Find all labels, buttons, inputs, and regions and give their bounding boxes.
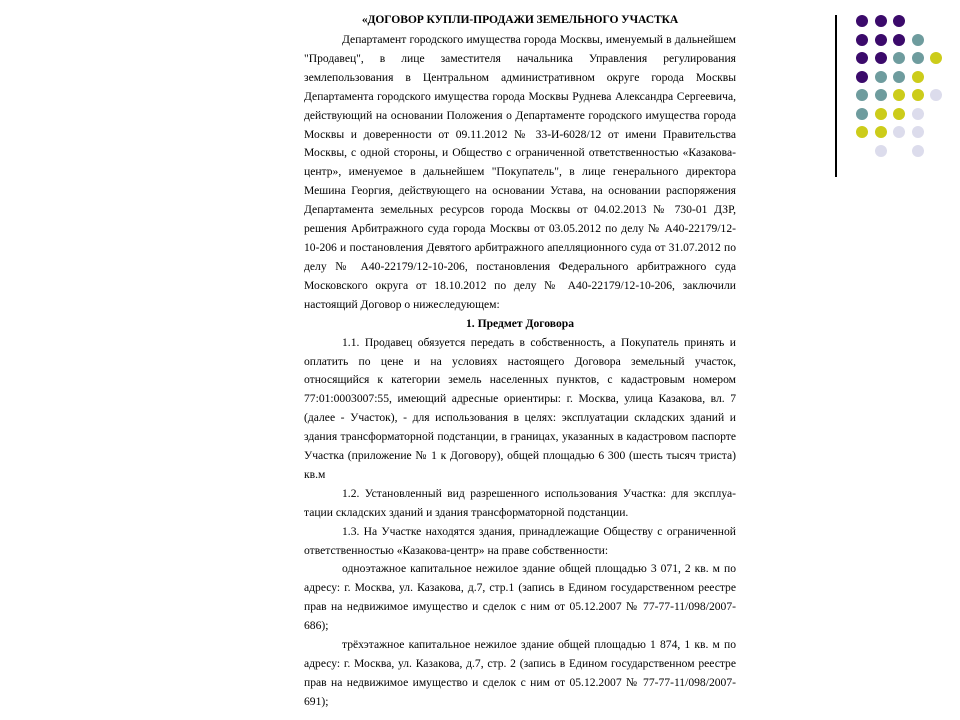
decorative-dot-purple <box>856 34 868 46</box>
decorative-dot-teal <box>856 89 868 101</box>
decorative-dot-lavender <box>912 108 924 120</box>
decorative-dot-lavender <box>875 145 887 157</box>
preamble-paragraph: Департамент городского имущества города Москвы, именуемый в дальнейшем "Продавец", в лице заместителя начальника Управления регулирования землепользования в Центральном административном округе города Москвы Департамента городского имущества города Москвы Руднева Александра Сергеевича, действующий на основании Положения о Департаменте городского имущества города Москвы и доверенности от 09.11.2012 № 33-И-6028/12 от имени Правительства Москвы, с одной стороны, и Общество с ограниченной ответственностью «Казакова-центр», именуемое в дальнейшем "Покупатель", в лице генерального директора Мешина Георгия, действующего на основании Устава, на основании распоряжения Департамента земельных ресурсов города Москвы от 04.02.2013 № 730-01 ДЗР, решения Арбитражного суда города Москвы от 03.05.2012 по делу № А40-22179/12-10-206 и постановления Девятого арбитражного апелляционного суда от 31.07.2012 по делу № А40-22179/12-10-206, постановления Федерального арбитражного суда Московского округа от 18.10.2012 по делу № А40-22179/12-10-206, заключили настоящий Договор о нижеследующем: <box>304 33 736 311</box>
decorative-dot-purple <box>875 34 887 46</box>
decorative-dot-lavender <box>912 145 924 157</box>
contract-document <box>304 11 736 712</box>
decorative-dot-teal <box>893 71 905 83</box>
decorative-dot-purple <box>856 52 868 64</box>
decorative-dot-purple <box>856 71 868 83</box>
document-title: «ДОГОВОР КУПЛИ-ПРОДАЖИ ЗЕМЕЛЬНОГО УЧАСТКА <box>361 13 679 26</box>
decorative-dot-yellow <box>875 108 887 120</box>
building-1-item: одноэтажное капитальное нежилое здание общей площадью 3 071, 2 кв. м по адресу: г. Москва, ул. Казакова, д.7, стр.1 (запись в Едином государственном реестре прав на недвижимое имущество и сделок с ним от 05.12.2007 № 77-77-11/098/2007-686); <box>304 562 736 633</box>
decorative-dot-teal <box>893 52 905 64</box>
clause-1-1: 1.1. Продавец обязуется передать в собственность, а Покупатель принять и оплатить по цене и на условиях настоящего Договора земельный участок, относящийся к категории земель населенных пунктов, с кадастровым номером 77:01:0003007:55, имеющий адресные ориентиры: г. Москва, улица Казакова, вл. 7 (далее - Участок), - для использования в целях: эксплуатации складских зданий и здания трансформаторной подстанции, в границах, указанных в кадастровом паспорте Участка (приложение № 1 к Договору), общей площадью 6 300 (шесть тысяч триста) кв.м <box>304 335 736 481</box>
clause-1-2: 1.2. Установленный вид разрешенного использования Участка: для эксплуа-тации складских зданий и здания трансформаторной подстанции. <box>304 486 736 519</box>
decorative-dot-lavender <box>893 126 905 138</box>
decorative-dot-purple <box>856 15 868 27</box>
building-2-item: трёхэтажное капитальное нежилое здание общей площадью 1 874, 1 кв. м по адресу: г. Москва, ул. Казакова, д.7, стр. 2 (запись в Едином государственном реестре прав на недвижимое имущество и сделок с ним от 05.12.2007 № 77-77-11/098/2007-691); <box>304 638 736 708</box>
decorative-dot-teal <box>912 34 924 46</box>
decorative-dot-purple <box>893 34 905 46</box>
decorative-dot-yellow <box>875 126 887 138</box>
decorative-dot-purple <box>875 52 887 64</box>
decorative-dot-purple <box>893 15 905 27</box>
vertical-divider-line <box>835 15 837 177</box>
decorative-dot-yellow <box>893 108 905 120</box>
decorative-dot-teal <box>912 52 924 64</box>
decorative-dot-lavender <box>912 126 924 138</box>
decorative-dot-lavender <box>930 89 942 101</box>
decorative-dot-teal <box>875 89 887 101</box>
decorative-dot-yellow <box>856 126 868 138</box>
decorative-dot-yellow <box>912 89 924 101</box>
decorative-dot-yellow <box>930 52 942 64</box>
decorative-dot-teal <box>856 108 868 120</box>
clause-1-3: 1.3. На Участке находятся здания, принадлежащие Обществу с ограниченной ответственностью «Казакова-центр» на праве собственности: <box>304 524 736 557</box>
decorative-dot-purple <box>875 15 887 27</box>
section-heading: 1. Предмет Договора <box>465 316 575 330</box>
decorative-dot-teal <box>875 71 887 83</box>
decorative-dot-yellow <box>893 89 905 101</box>
decorative-dot-yellow <box>912 71 924 83</box>
